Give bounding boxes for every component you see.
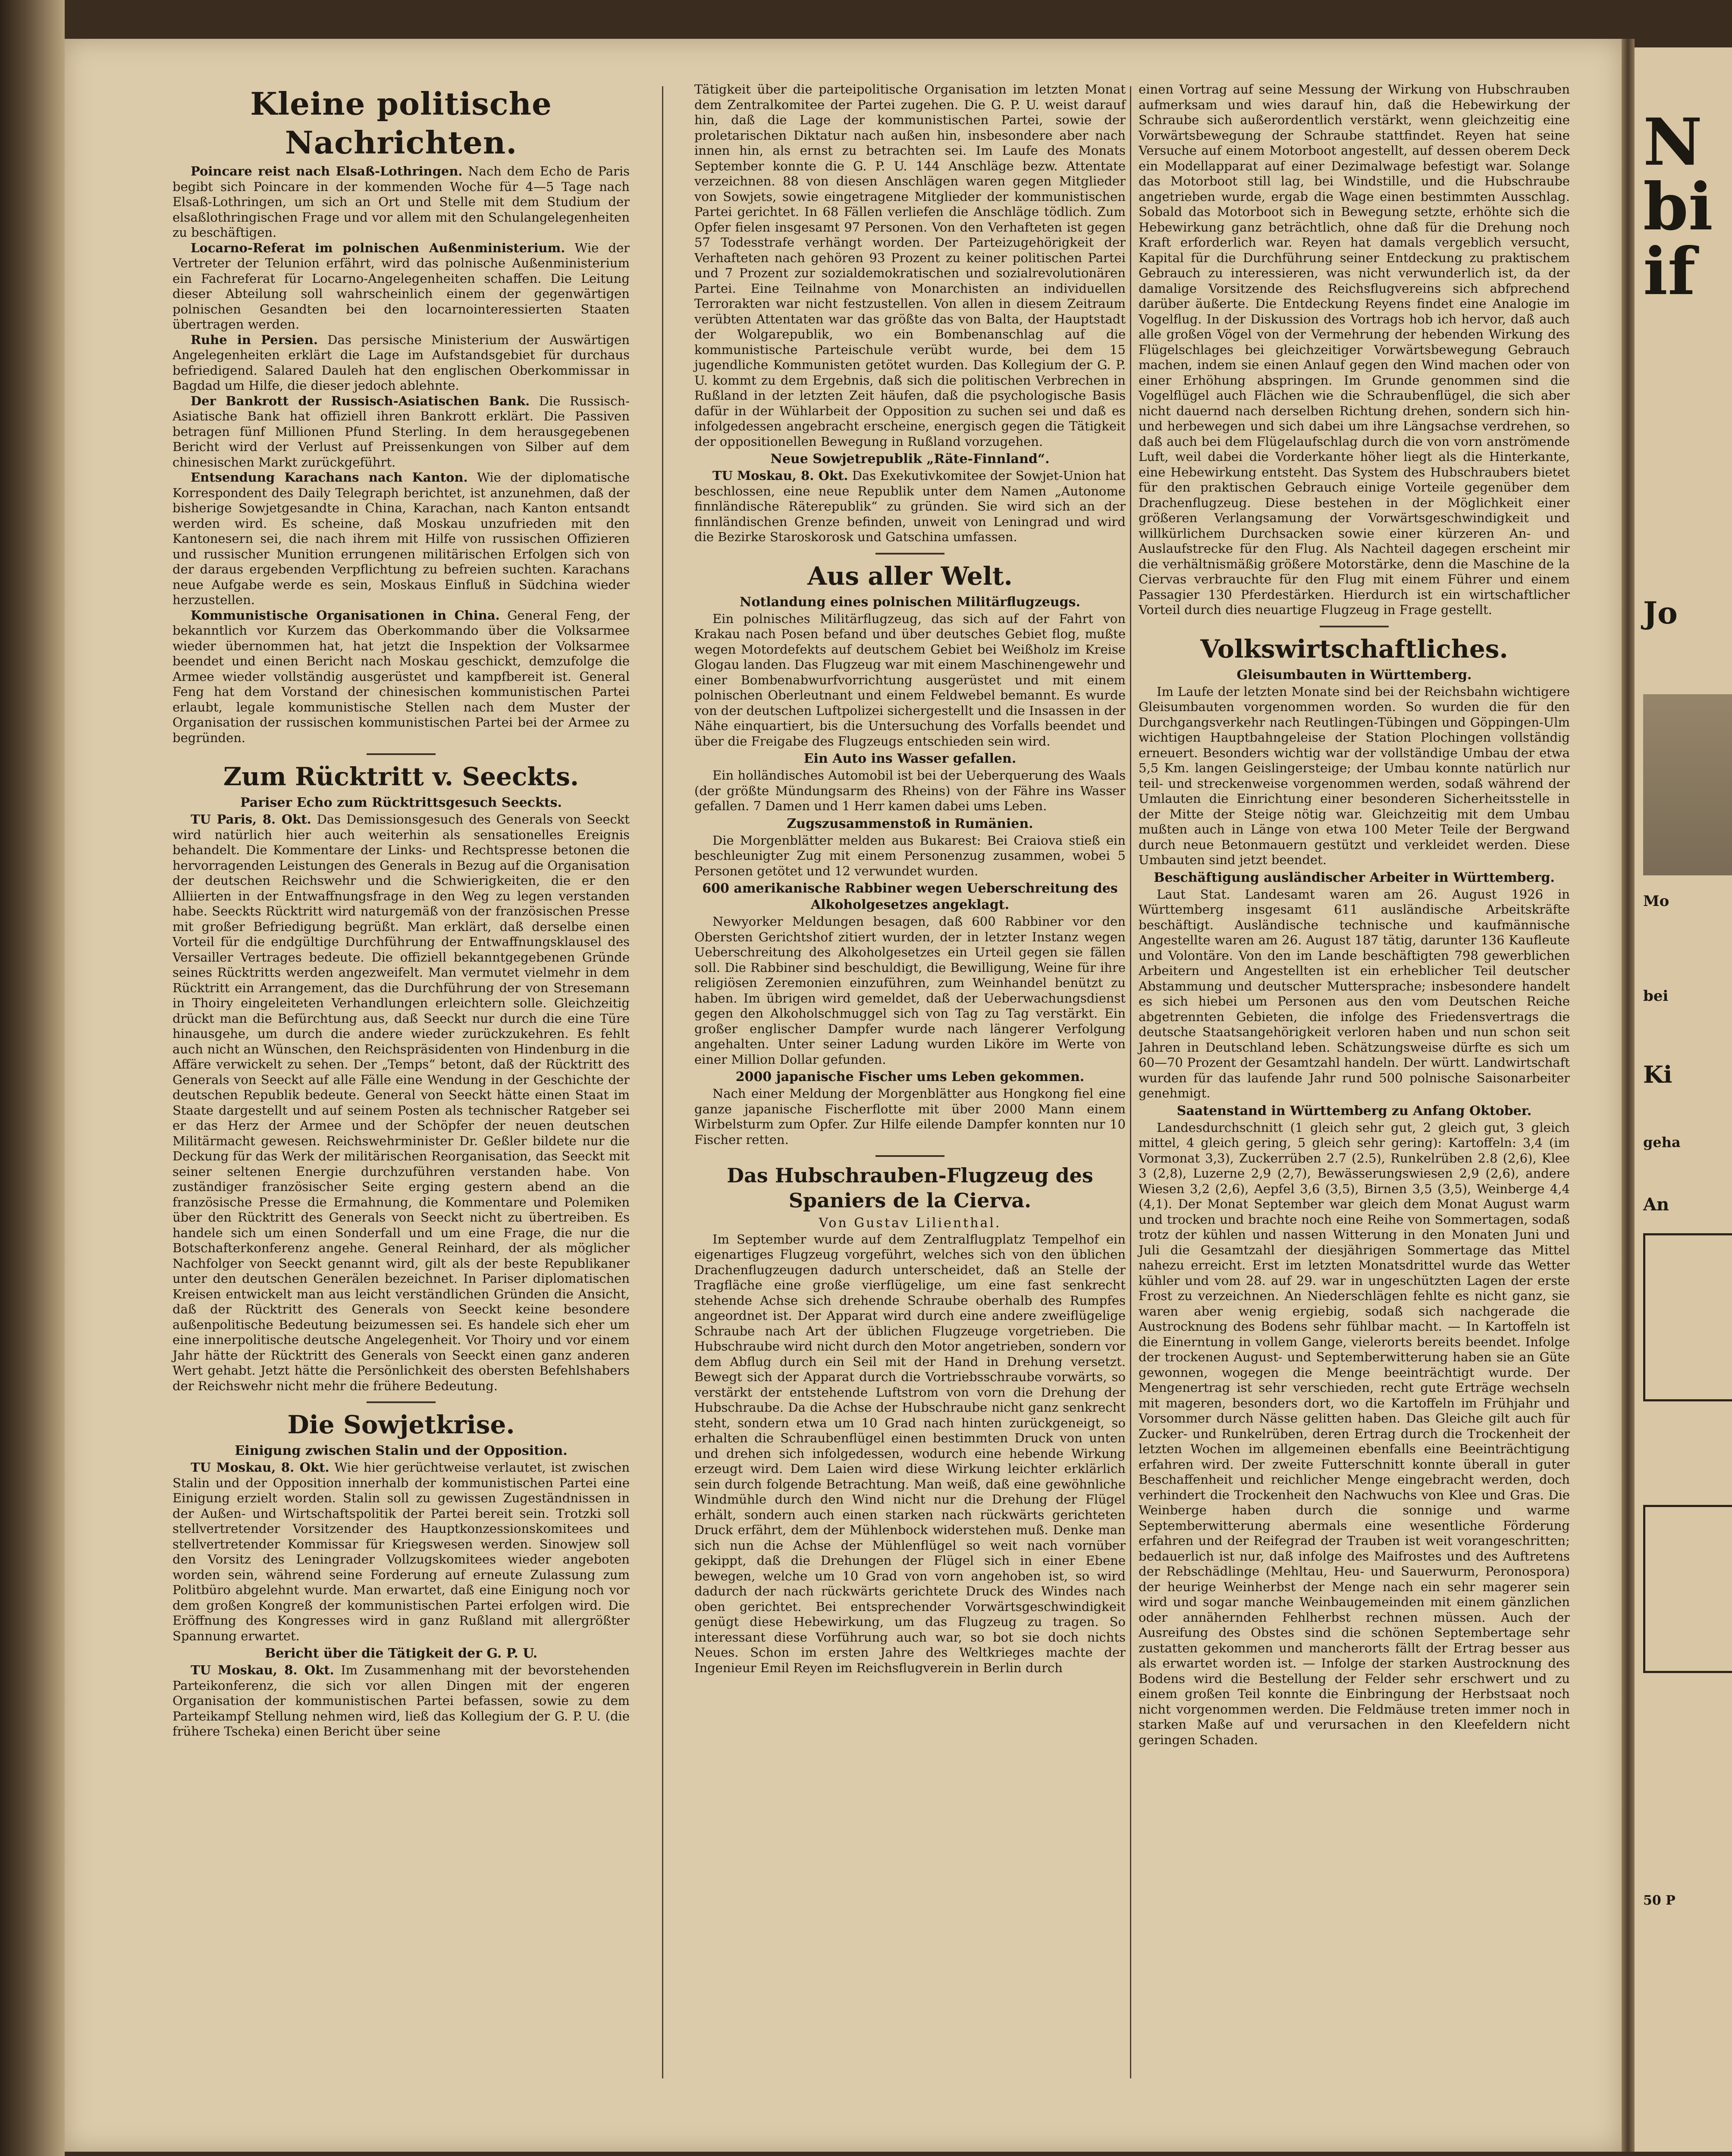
subheading-arbeiter: Beschäftigung ausländischer Arbeiter in Württemberg. bbox=[1154, 870, 1555, 885]
book-edge bbox=[0, 0, 65, 2156]
subheading-gleis: Gleisumbauten in Württemberg. bbox=[1236, 667, 1472, 683]
heading-kleine-nachrichten: Kleine politische Nachrichten. bbox=[250, 85, 552, 161]
separator bbox=[875, 553, 944, 555]
column-2 bbox=[694, 82, 1126, 1676]
adjacent-frag-2: Mo bbox=[1643, 893, 1669, 910]
adjacent-frag-7: 50 P bbox=[1643, 1893, 1676, 1908]
news-item: Entsendung Karachans nach Kanton. Wie der diplomatische Korrespondent des Daily Telegraph berichtet, ist anzunehmen, daß der bisherige Sowjetgesandte in China, Karachan, nach Kanton entsandt werden wird. Es scheine, daß Moskau unzufrieden mit den Kantonesern sei, die nach ihrem mit Hilfe von russischen Offizieren und russischer Munition errungenen militärischen Erfolgen sich von der daraus ergebenden Verpflichtung zu befreien suchten. Karachans neue Aufgabe werde es sein, Moskaus Einfluß in Südchina wieder herzustellen. bbox=[173, 470, 630, 607]
subheading-raete: Neue Sowjetrepublik „Räte-Finnland“. bbox=[770, 451, 1050, 467]
separator bbox=[1320, 626, 1389, 627]
subheading-seeckt: Pariser Echo zum Rücktrittsgesuch Seeckts. bbox=[240, 795, 562, 810]
adjacent-frag-4: Ki bbox=[1643, 1061, 1672, 1088]
article-body: Im Laufe der letzten Monate sind bei der Reichsbahn wichtigere Gleisumbauten vorgenommen worden. So wurden die für den Durchgangsverkehr nach Reutlingen-Tübingen und Göppingen-Ulm wichtigen Hauptbahngeleise der Station Plochingen vollständig erneuert. Besonders wichtig war der vollständige Umbau der etwa 5,5 Km. langen Geislingersteige; der Umbau konnte natürlich nur teil- und streckenweise vorgenommen werden, sodaß während der Umlauten die Einrichtung einer besonderen Sicherheitsstelle in der Mitte der Steige nötig war. Gleichzeitig mit dem Umbau mußten auch in Länge von etwa 100 Meter Teile der Bergwand durch neue Betonmauern gestützt und verkleidet werden. Diese Umbauten sind jetzt beendet. bbox=[1139, 684, 1570, 867]
adjacent-frag-6: An bbox=[1643, 1194, 1669, 1215]
separator bbox=[367, 753, 436, 755]
subheading-zug: Zugszusammenstoß in Rumänien. bbox=[787, 816, 1033, 831]
adjacent-title-3: if bbox=[1643, 234, 1696, 310]
heading-volkswirtschaftliches: Volkswirtschaftliches. bbox=[1200, 634, 1508, 664]
separator bbox=[875, 1155, 944, 1157]
adjacent-frag-1: Jo bbox=[1643, 595, 1678, 631]
separator bbox=[367, 1401, 436, 1403]
article-body: TU Moskau, 8. Okt. Im Zusammenhang mit der bevorstehenden Parteikonferenz, die sich vor allen Dingen mit der engeren Organisation der kommunistischen Partei befassen, sowie zu dem Parteikampf Stellung nehmen wird, ließ das Kollegium der G. P. U. (die frühere Tscheka) einen Bericht über seine bbox=[173, 1663, 630, 1739]
adjacent-box-1 bbox=[1643, 1233, 1732, 1401]
article-body: Die Morgenblätter melden aus Bukarest: Bei Craiova stieß ein beschleunigter Zug mit einem Personenzug zusammen, wobei 5 Personen getötet und 12 verwundet wurden. bbox=[694, 833, 1126, 878]
subheading-notlandung: Notlandung eines polnischen Militärflugzeugs. bbox=[740, 594, 1080, 610]
news-item: Locarno-Referat im polnischen Außenministerium. Wie der Vertreter der Telunion erfährt, wird das polnische Außenministerium ein Fachreferat für Locarno-Angelegenheiten schaffen. Die Leitung dieser Abteilung soll wahrscheinlich einem der gegenwärtigen polnischen Gesandten bei den locarnointeressierten Staaten übertragen werden. bbox=[173, 240, 630, 332]
heading-sowjetkrise: Die Sowjetkrise. bbox=[287, 1410, 515, 1439]
adjacent-figure bbox=[1643, 694, 1732, 875]
adjacent-title-1: N bbox=[1643, 104, 1703, 180]
column-rule bbox=[662, 86, 663, 2078]
adjacent-frag-3: bei bbox=[1643, 987, 1669, 1005]
article-body: Laut Stat. Landesamt waren am 26. August 1926 in Württemberg insgesamt 611 ausländische Arbeitskräfte beschäftigt. Ausländische technische und kaufmännische Angestellte waren am 26. August 187 tätig, darunter 136 Kaufleute und Volontäre. Von den im Lande beschäftigten 798 gewerblichen Arbeitern und Angestellten ist ein erheblicher Teil deutscher Abstammung und deutscher Muttersprache; insbesondere handelt es sich hiebei um Personen aus den vom Deutschen Reiche abgetrennten Gebieten, die infolge des Friedensvertrags die deutsche Staatsangehörigkeit verloren haben und nun schon seit Jahren in Deutschland leben. Schätzungsweise dürfte es sich um 60—70 Prozent der Gesamtzahl handeln. Der württ. Landwirtschaft wurden für das laufende Jahr rund 500 polnische Saisonarbeiter genehmigt. bbox=[1139, 887, 1570, 1100]
subheading-fischer: 2000 japanische Fischer ums Leben gekommen. bbox=[735, 1069, 1085, 1084]
subheading-gpu: Bericht über die Tätigkeit der G. P. U. bbox=[264, 1646, 538, 1661]
adjacent-box-2 bbox=[1643, 1505, 1732, 1673]
article-body: Ein polnisches Militärflugzeug, das sich auf der Fahrt von Krakau nach Posen befand und über deutsches Gebiet flog, mußte wegen Motordefekts auf deutschem Gebiet bei Weißholz im Kreise Glogau landen. Das Flugzeug war mit einem Maschinengewehr und einer Bombenabwurfvorrichtung ausgerüstet und mit einem polnischen Oberleutnant und einem Feldwebel bemannt. Es wurde von der deutschen Luftpolizei sichergestellt und die Insassen in der Nähe einquartiert, bis die Untersuchung des Vorfalls beendet und über die Freigabe des Flugzeugs entschieden sein wird. bbox=[694, 611, 1126, 749]
article-body: TU Moskau, 8. Okt. Wie hier gerüchtweise verlautet, ist zwischen Stalin und der Opposition innerhalb der kommunistischen Partei eine Einigung erzielt worden. Stalin soll zu gewissen Zugeständnissen in der Außen- und Wirtschaftspolitik der Partei bereit sein. Trotzki soll stellvertretender Vorsitzender des Hauptkonzessionskomitees und stellvertretender Kommissar für Kriegswesen werden. Sinowjew soll den Vorsitz des Leningrader Vollzugskomitees wieder angeboten worden sein, während seine Forderung auf erneute Zulassung zum Politbüro abgelehnt wurde. Man erwartet, daß eine Einigung noch vor dem großen Kongreß der kommunistischen Partei erfolgen wird. Die Eröffnung des Kongresses wird in ganz Rußland mit allergrößter Spannung erwartet. bbox=[173, 1460, 630, 1643]
article-body: TU Moskau, 8. Okt. Das Exekutivkomitee der Sowjet-Union hat beschlossen, eine neue Republik unter dem Namen „Autonome finnländische Räterepublik“ zu gründen. Sie wird sich an der finnländischen Grenze befinden, unweit von Leningrad und wird die Bezirke Staroskorosk und Gatschina umfassen. bbox=[694, 468, 1126, 544]
news-item: Kommunistische Organisationen in China. General Feng, der bekanntlich vor Kurzem das Oberkommando über die Volksarmee wieder übernommen hat, hat jetzt die Inspektion der Volksarmee beendet und einen Bericht nach Moskau geschickt, demzufolge die Armee wieder vollständig ausgerüstet und kampfbereit ist. General Feng hat dem Vorstand der chinesischen kommunistischen Partei erlaubt, legale kommunistische Stellen nach dem Muster der Organisation der russischen kommunistischen Partei bei der Armee zu begründen. bbox=[173, 608, 630, 745]
adjacent-page-fragment bbox=[1635, 47, 1732, 2152]
article-body: Nach einer Meldung der Morgenblätter aus Hongkong fiel eine ganze japanische Fischerflotte mit über 2000 Mann einem Wirbelsturm zum Opfer. Zur Hilfe eilende Dampfer konnten nur 10 Fischer retten. bbox=[694, 1086, 1126, 1147]
news-item: Ruhe in Persien. Das persische Ministerium der Auswärtigen Angelegenheiten erklärt die Lage im Aufstandsgebiet für durchaus befriedigend. Salared Dauleh hat den englischen Oberkommissar in Bagdad um Hilfe, die dieser jedoch ablehnte. bbox=[173, 332, 630, 393]
article-body: Im September wurde auf dem Zentralflugplatz Tempelhof ein eigenartiges Flugzeug vorgeführt, welches sich von den üblichen Drachenflugzeugen dadurch unterscheidet, daß an Stelle der Tragfläche eine große vierflügelige, um eine fast senkrecht stehende Achse sich drehende Schraube oberhalb des Rumpfes angeordnet ist. Der Apparat wird durch eine andere zweiflügelige Schraube nach Art der üblichen Flugzeuge vorgetrieben. Die Hubschraube wird nicht durch den Motor angetrieben, sondern vor dem Abflug durch ein Seil mit der Hand in Drehung versetzt. Bewegt sich der Apparat durch die Vortriebsschraube vorwärts, so verstärkt der entstehende Luftstrom von vorn die Drehung der Hubschraube. Da die Achse der Hubschraube nicht ganz senkrecht steht, sondern etwa um 10 Grad nach hinten zurückgeneigt, so erhalten die Schraubenflügel einen bestimmten Druck von unten und drehen sich infolgedessen, wodurch eine hebende Wirkung erzeugt wird. Dem Laien wird diese Wirkung leichter erklärlich sein durch folgende Betrachtung. Man weiß, daß eine gewöhnliche Windmühle durch den Wind nicht nur die Drehung der Flügel erhält, sondern auch einen starken nach rückwärts gerichteten Druck erfährt, dem der Mühlenbock widerstehen muß. Denke man sich nun die Achse der Mühlenflügel so weit nach vornüber gekippt, daß die Drehungen der Flügel sich in einer Ebene bewegen, welche um 10 Grad von vorn angehoben ist, so wird dadurch der nach rückwärts gerichtete Druck des Windes nach oben gerichtet. Bei entsprechender Vorwärtsgeschwindigkeit genügt diese Hebewirkung, um das Flugzeug zu tragen. So interessant diese Vorführung auch war, so bot sie doch nichts Neues. Schon im ersten Jahre des Weltkrieges machte der Ingenieur Emil Reyen im Reichsflugverein in Berlin durch bbox=[694, 1232, 1126, 1675]
adjacent-frag-5: geha bbox=[1643, 1134, 1681, 1150]
column-rule bbox=[1130, 86, 1131, 2078]
news-item: Poincare reist nach Elsaß-Lothringen. Nach dem Echo de Paris begibt sich Poincare in der kommenden Woche für 4—5 Tage nach Elsaß-Lothringen, um sich an Ort und Stelle mit dem Studium der elsaßlothringischen Frage und vor allem mit den Schulangelegenheiten zu beschäftigen. bbox=[173, 164, 630, 240]
article-body: Landesdurchschnitt (1 gleich sehr gut, 2 gleich gut, 3 gleich mittel, 4 gleich gering, 5 gleich sehr gering): Kartoffeln: 3,4 (im Vormonat 3,3), Zuckerrüben 2.7 (2.5), Runkelrüben 2.8 (2,6), Klee 3 (2,8), Luzerne 2,9 (2,7), Bewässerungswiesen 2,9 (2,6), andere Wiesen 3,2 (2,6), Aepfel 3,6 (3,5), Birnen 3,5 (3,5), Weinberge 4,4 (4,1). Der Monat September war gleich dem Monat August warm und trocken und brachte noch eine Reihe von Sommertagen, sodaß trotz der kühlen und nassen Witterung in den Monaten Juni und Juli die Gesamtzahl der diesjährigen Sommertage das Mittel nahezu erreicht. Erst im letzten Monatsdrittel wurde das Wetter kühler und vom 28. auf 29. war in ungeschützten Lagen der erste Frost zu verzeichnen. An Niederschlägen fehlte es nicht ganz, sie waren aber wenig ergiebig, sodaß sich nachgerade die Austrocknung des Bodens sehr fühlbar macht. — In Kartoffeln ist die Einerntung in vollem Gange, vielerorts bereits beendet. Infolge der trockenen August- und Septemberwitterung haben sie an Güte gewonnen, wogegen die Menge beeinträchtigt wurde. Der Mengenertrag ist sehr verschieden, recht gute Erträge wechseln mit mageren, besonders dort, wo die Kartoffeln im Frühjahr und Vorsommer durch Nässe gelitten haben. Das Gleiche gilt auch für Zucker- und Runkelrüben, deren Ertrag durch die Trockenheit der letzten Wochen im allgemeinen ebenfalls eine Beeinträchtigung erfahren wird. Der zweite Futterschnitt konnte überall in guter Beschaffenheit und reichlicher Menge eingebracht werden, doch verhindert die Trockenheit den Nachwuchs von Klee und Gras. Die Weinberge haben durch die sonnige und warme Septemberwitterung abermals eine wesentliche Förderung erfahren und der Reifegrad der Trauben ist weit vorangeschritten; bedauerlich ist nur, daß infolge des Maifrostes und des Auftretens der Rebschädlinge (Mehltau, Heu- und Sauerwurm, Peronospora) der heurige Weinherbst der Menge nach ein sehr magerer sein wird und sogar manche Weinbaugemeinden mit einem gänzlichen oder annähernden Fehlherbst rechnen müssen. Auch der Ausreifung des Obstes sind die schönen Septembertage sehr zustatten gekommen und mancherorts fällt der Ertrag besser aus als erwartet worden ist. — Infolge der starken Austrocknung des Bodens wird die Bestellung der Felder sehr erschwert und zu einem großen Teil konnte die Einbringung der Herbstsaat noch nicht vorgenommen werden. Die Feldmäuse treten immer noch in starken Maße auf und verursachen in den Kleefeldern nicht geringen Schaden. bbox=[1139, 1120, 1570, 1747]
column-3 bbox=[1139, 82, 1570, 1748]
subheading-sowjet: Einigung zwischen Stalin und der Opposition. bbox=[235, 1443, 568, 1458]
article-body: Newyorker Meldungen besagen, daß 600 Rabbiner vor den Obersten Gerichtshof zitiert wurden, der in letzter Instanz wegen Ueberschreitung des Alkoholgesetzes ein Urteil gegen sie fällen soll. Die Rabbiner sind beschuldigt, die Bewilligung, Weine für ihre religiösen Zeremonien einzuführen, zum Weinhandel benützt zu haben. Im übrigen wird gemeldet, daß der Ueberwachungsdienst gegen den Alkoholschmuggel sich von Tag zu Tag verstärkt. Ein großer englischer Dampfer wurde nach längerer Verfolgung angehalten. Unter seiner Ladung wurden Liköre im Werte von einer Million Dollar gefunden. bbox=[694, 914, 1126, 1067]
heading-seeckt: Zum Rücktritt v. Seeckts. bbox=[223, 762, 579, 791]
article-body: Tätigkeit über die parteipolitische Organisation im letzten Monat dem Zentralkomitee der Partei zugehen. Die G. P. U. weist darauf hin, daß die Lage der kommunistischen Partei, sowie der proletarischen Diktatur nach außen hin, insbesondere aber nach innen hin, als ernst zu betrachten sei. Im Laufe des Monats September konnte die G. P. U. 144 Anschläge bezw. Attentate verzeichnen. 88 von diesen Anschlägen waren gegen Mitglieder von Sowjets, sowie eingetragene Mitglieder der kommunistischen Partei gerichtet. In 68 Fällen verliefen die Anschläge tödlich. Zum Opfer fielen insgesamt 97 Personen. Von den Verhafteten ist gegen 57 Todesstrafe verhängt worden. Der Parteizugehörigkeit der Verhafteten nach gehören 93 Prozent zu keiner politischen Partei und 7 Prozent zur sozialdemokratischen und sozialrevolutionären Partei. Eine Teilnahme von Monarchisten an individuellen Terrorakten war nicht festzustellen. Von allen in diesem Zeitraum verübten Attentaten war das größte das von Balta, der Hauptstadt der Wolgarepublik, wo ein Bombenanschlag auf die kommunistische Parteischule verübt wurde, bei dem 15 jugendliche Kommunisten getötet wurden. Das Kollegium der G. P. U. kommt zu dem Ergebnis, daß sich die politischen Verbrechen in Rußland in der letzten Zeit häufen, daß die psychologische Basis dafür in der Wühlarbeit der Opposition zu suchen sei und daß es infolgedessen angebracht erscheine, energisch gegen die Tätigkeit der oppositionellen Bewegung in Rußland vorzugehen. bbox=[694, 82, 1126, 449]
article-body: Ein holländisches Automobil ist bei der Ueberquerung des Waals (der größte Mündungsarm des Rheins) von der Fähre ins Wasser gefallen. 7 Damen und 1 Herr kamen dabei ums Leben. bbox=[694, 768, 1126, 813]
page-gutter bbox=[1622, 39, 1635, 2152]
subheading-auto: Ein Auto ins Wasser gefallen. bbox=[803, 751, 1017, 766]
article-body: TU Paris, 8. Okt. Das Demissionsgesuch des Generals von Seeckt wird natürlich hier auch weiterhin als sensationelles Ereignis behandelt. Die Kommentare der Links- und Rechtspresse betonen die hervorragenden Leistungen des Generals in Bezug auf die Organisation der deutschen Reichswehr und die Schwierigkeiten, die er den Alliierten in der Entwaffnungsfrage in den Weg zu legen verstanden habe. Seeckts Rücktritt wird naturgemäß von der französischen Presse mit großer Befriedigung begrüßt. Man erklärt, daß derselbe einen Vorteil für die endgültige Durchführung der Entwaffnungsklausel des Versailler Vertrages bedeute. Die offiziell bekanntgegebenen Gründe seines Rücktritts werden angezweifelt. Man vermutet vielmehr in dem Rücktritt ein Arrangement, das die Durchführung der von Stresemann in Thoiry eingeleiteten Verhandlungen erleichtern solle. Gleichzeitig drückt man die Befürchtung aus, daß Seeckt nur durch die eine Türe hinausgehe, um durch die andere wieder zurückzukehren. Es fehlt auch nicht an Wünschen, den Reichspräsidenten von Hindenburg in die Affäre verwickelt zu sehen. Der „Temps“ betont, daß der Rücktritt des Generals von Seeckt auf alle Fälle eine Wendung in der Geschichte der deutschen Republik bedeute. General von Seeckt hätte einen Staat im Staate dargestellt und auf seinem Posten als technischer Ratgeber sei er das Herz der Armee und der Schöpfer der neuen deutschen Militärmacht gewesen. Reichswehrminister Dr. Geßler bildete nur die Deckung für das Werk der militärischen Reorganisation, das Seeckt mit seiner seltenen Energie durchzuführen verstanden habe. Von zuständiger französischer Seite erging gestern abend an die französische Presse die Ermahnung, die Kommentare und Polemiken über den Rücktritt des Generals von Seeckt nicht zu übertreiben. Es handele sich um einen Sonderfall und um eine Frage, die nur die Botschafterkonferenz angehe. General Reinhard, der als möglicher Nachfolger von Seeckt genannt wird, gilt als der beste Republikaner unter den deutschen Generälen bezeichnet. In Pariser diplomatischen Kreisen entwickelt man aus leicht verständlichen Gründen die Ansicht, daß der Rücktritt des Generals von Seeckt keine besondere außenpolitische Bedeutung beizumessen sei. Es handele sich eher um eine innerpolitische deutsche Angelegenheit. Vor Thoiry und vor einem Jahr hätte der Rücktritt des Generals von Seeckt einen ganz anderen Wert gehabt. Jetzt hätte die Persönlichkeit des obersten Befehlshabers der Reichswehr nicht mehr die frühere Bedeutung. bbox=[173, 812, 630, 1393]
news-item: Der Bankrott der Russisch-Asiatischen Bank. Die Russisch-Asiatische Bank hat offiziell ihren Bankrott erklärt. Die Passiven betragen fünf Millionen Pfund Sterling. In dem herausgegebenen Bericht wird der Verlust auf Preissenkungen von Silber auf dem chinesischen Markt zurückgeführt. bbox=[173, 393, 630, 470]
article-body: einen Vortrag auf seine Messung der Wirkung von Hubschrauben aufmerksam und wies darauf hin, daß die Hebewirkung der Schraube sich außerordentlich verstärkt, wenn gleichzeitig eine Vorwärtsbewegung der Schraube stattfindet. Reyen hat seine Versuche auf einem Motorboot angestellt, auf dessen oberem Deck ein Modellapparat auf einer Dezimalwage befestigt war. Solange das Motorboot still lag, bei Windstille, und die Hubschraube angetrieben wurde, ergab die Wage einen bestimmten Ausschlag. Sobald das Motorboot sich in Bewegung setzte, erhöhte sich die Hebewirkung ganz beträchtlich, ohne daß für die Drehung noch Kraft erforderlich war. Reyen hat damals vergeblich versucht, Kapital für die Durchführung seiner Entdeckung zu praktischem Gebrauch zu interessieren, was nicht verwunderlich ist, da der damalige Vorsitzende des Reichsflugvereins sich abfprechend darüber äußerte. Die Entdeckung Reyens findet eine Analogie im Vogelflug. In der Diskussion des Vortrags hob ich hervor, daß auch alle großen Vögel von der Vermehrung der hebenden Wirkung des Flügelschlages bei gleichzeitiger Vorwärtsbewegung Gebrauch machen, indem sie einen Anlauf gegen den Wind machen oder von einer Erhöhung abspringen. Im Grunde genommen sind die Vogelflügel auch Flächen wie die Schraubenflügel, die sich aber nicht dauernd nach derselben Richtung drehen, sondern sich hin- und herbewegen und sich dabei um ihre Längsachse verdrehen, so daß auch bei dem Flügelaufschlag durch die von vorn anströmende Luft, weil dabei die Vorderkante höher liegt als die Hinterkante, eine Hebewirkung entsteht. Das System des Hubschraubers bietet für den praktischen Gebrauch einige Vorteile gegenüber dem Drachenflugzeug. Diese bestehen in der Möglichkeit einer größeren Verlangsamung der Vorwärtsgeschwindigkeit und willkürlichem Durchsacken sowie einer kürzeren An- und Auslaufstrecke für den Flug. Als Nachteil dagegen erscheint mir die verhältnismäßig größere Motorstärke, denn die Maschine de la Ciervas verbrauchte für den Flug mit einem Führer und einem Passagier 130 Pferdestärken. Hierdurch ist ein wirtschaftlicher Vorteil durch dies neuartige Flugzeug in Frage gestellt. bbox=[1139, 82, 1570, 617]
heading-hubschrauben: Das Hubschrauben-Flugzeug des Spaniers de la Cierva. bbox=[727, 1164, 1093, 1212]
heading-aus-aller-welt: Aus aller Welt. bbox=[807, 561, 1013, 591]
subheading-saatenstand: Saatenstand in Württemberg zu Anfang Oktober. bbox=[1177, 1103, 1532, 1119]
column-1 bbox=[173, 82, 630, 1739]
subheading-rabbiner: 600 amerikanische Rabbiner wegen Ueberschreitung des Alkoholgesetzes angeklagt. bbox=[702, 881, 1118, 912]
adjacent-title-2: bi bbox=[1643, 169, 1713, 245]
byline: Von Gustav Lilienthal. bbox=[819, 1216, 1001, 1231]
